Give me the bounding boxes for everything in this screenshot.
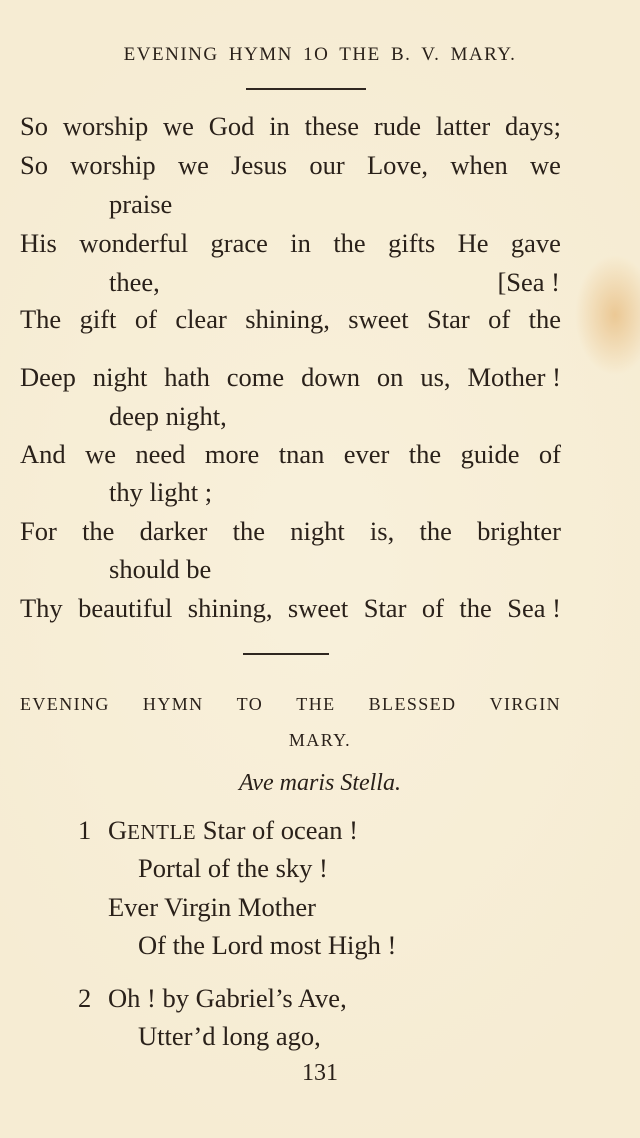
word: tnan [278, 439, 325, 469]
verse-1-line-2: Portal of the sky ! [138, 853, 328, 883]
word: brighter [477, 516, 561, 546]
word: of [488, 304, 511, 334]
stanza-b-line-1-cont: deep night, [109, 401, 227, 431]
stanza-a-line-2 [20, 150, 561, 180]
word: we [163, 111, 194, 141]
word: gifts [388, 228, 436, 258]
stanza-a-line-4 [20, 304, 561, 334]
stanza-b-line-3 [20, 516, 561, 546]
word: The [20, 304, 62, 334]
hymn-title [20, 694, 561, 715]
stanza-a-line-3 [20, 228, 561, 258]
title-word: BLESSED [368, 694, 457, 714]
word: the [459, 593, 492, 623]
stanza-a-line-2-cont: praise [109, 189, 173, 219]
verse-1-line-1 [108, 815, 358, 847]
word: these [304, 111, 360, 141]
verse-text: Star of ocean ! [196, 815, 358, 845]
word: in [290, 228, 311, 258]
word: latter [435, 111, 491, 141]
verse-2-line-1: Oh ! by Gabriel’s Ave, [108, 983, 347, 1013]
small-caps-initial: G [108, 815, 128, 845]
word: we [177, 150, 209, 180]
word: we [85, 439, 116, 469]
word: worship [70, 150, 156, 180]
word: shining, [187, 593, 273, 623]
word: our [309, 150, 345, 180]
word: gift [79, 304, 117, 334]
word: guide [460, 439, 520, 469]
word: Love, [366, 150, 429, 180]
hymn-subtitle: Ave maris Stella. [239, 770, 401, 796]
page-number: 131 [302, 1060, 338, 1086]
verse-number: 1 [78, 815, 92, 845]
verse-1-line-4: Of the Lord most High ! [138, 930, 397, 960]
word: us, [420, 362, 451, 392]
stanza-b-line-4 [20, 593, 561, 623]
word: night [92, 362, 148, 392]
word: rude [373, 111, 421, 141]
word: we [530, 150, 561, 180]
word: He [457, 228, 489, 258]
header-rule [246, 88, 366, 90]
word: Star [363, 593, 407, 623]
title-word: THE [296, 694, 336, 714]
word: ever [343, 439, 390, 469]
word: of [134, 304, 157, 334]
word: darker [139, 516, 208, 546]
word: His [20, 228, 57, 258]
word: gave [510, 228, 561, 258]
word: sweet [348, 304, 409, 334]
stanza-a-line-3-right: [Sea ! [497, 267, 560, 297]
word: shining, [245, 304, 330, 334]
word: the [528, 304, 561, 334]
word: Thy [20, 593, 63, 623]
word: on [376, 362, 404, 392]
hymn-title-cont: MARY. [288, 730, 352, 750]
word: wonderful [79, 228, 189, 258]
word: grace [210, 228, 268, 258]
word: the [333, 228, 366, 258]
word: So [20, 111, 48, 141]
word: night [290, 516, 345, 546]
word: need [135, 439, 186, 469]
section-divider [243, 653, 329, 655]
word: when [450, 150, 508, 180]
word: in [269, 111, 290, 141]
word: God [208, 111, 255, 141]
word: days; [505, 111, 561, 141]
running-head: EVENING HYMN 1O THE B. V. MARY. [123, 44, 517, 65]
title-word: TO [236, 694, 264, 714]
word: down [301, 362, 360, 392]
word: hath [164, 362, 210, 392]
word: Deep [20, 362, 76, 392]
word: come [226, 362, 285, 392]
word: So [20, 150, 48, 180]
word: the [408, 439, 442, 469]
stanza-b-line-2 [20, 439, 561, 469]
stanza-a-line-3-cont: thee, [109, 267, 160, 297]
title-word: EVENING [20, 694, 110, 714]
word: And [20, 439, 66, 469]
word: the [82, 516, 115, 546]
small-caps-rest: ENTLE [127, 820, 197, 844]
word: sweet [287, 593, 349, 623]
word: the [419, 516, 452, 546]
verse-number: 2 [78, 983, 92, 1013]
stanza-a-line-1 [20, 111, 561, 141]
word: clear [175, 304, 227, 334]
word: Sea ! [507, 593, 561, 623]
word: For [20, 516, 57, 546]
word: Star [427, 304, 470, 334]
title-word: VIRGIN [489, 694, 561, 714]
title-word: HYMN [142, 694, 204, 714]
verse-2-line-2: Utter’d long ago, [138, 1021, 321, 1051]
verse-1-line-3: Ever Virgin Mother [108, 892, 316, 922]
word: beautiful [78, 593, 173, 623]
word: is, [369, 516, 395, 546]
word: worship [62, 111, 149, 141]
word: the [232, 516, 265, 546]
stanza-b-line-1 [20, 362, 561, 392]
stanza-b-line-2-cont: thy light ; [109, 477, 213, 507]
word: of [538, 439, 561, 469]
word: more [204, 439, 260, 469]
word: Jesus [231, 150, 288, 180]
word: of [421, 593, 444, 623]
stanza-b-line-3-cont: should be [109, 554, 212, 584]
word: Mother ! [467, 362, 561, 392]
